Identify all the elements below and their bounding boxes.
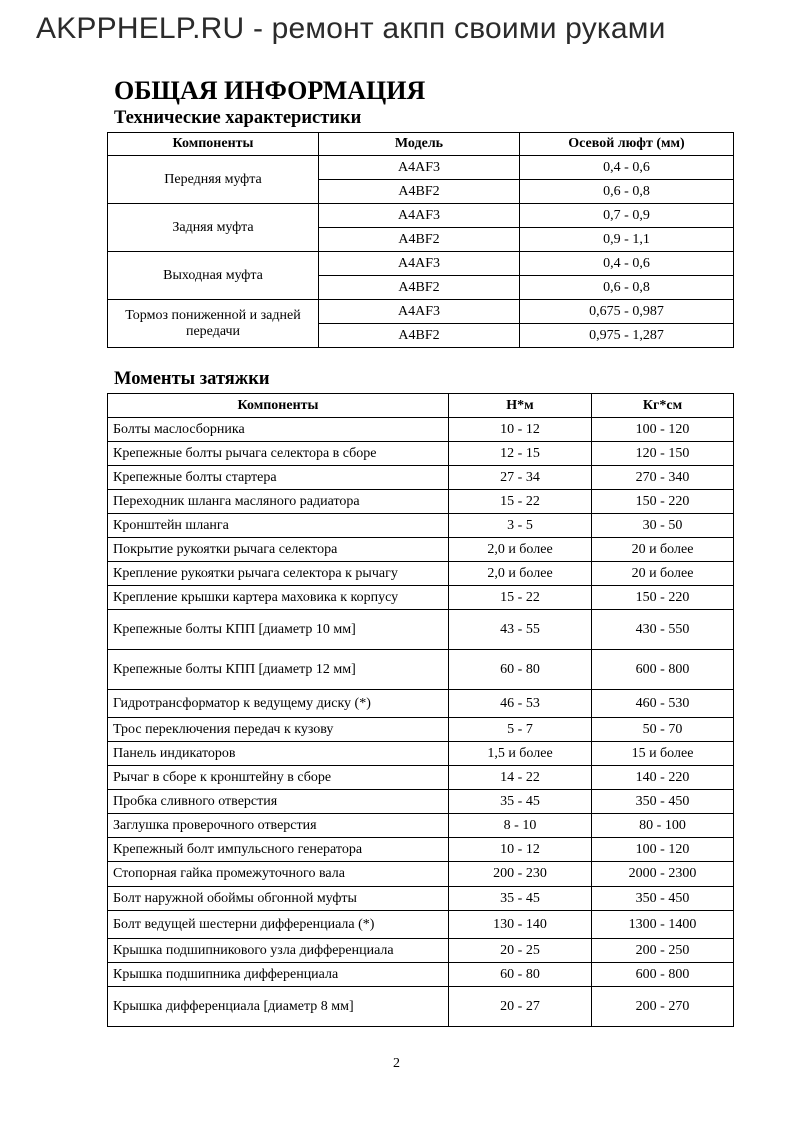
torque-table-row: [108, 538, 734, 562]
torque-table-row: [108, 742, 734, 766]
spec-endplay-cell: 0,7 - 0,9: [520, 204, 734, 228]
torque-nm-cell: 15 - 22: [449, 586, 592, 610]
torque-kgcm-cell: 150 - 220: [592, 490, 734, 514]
spec-model-cell: A4BF2: [319, 180, 520, 204]
torque-component-cell: Крепежные болты стартера: [108, 466, 449, 490]
torque-kgcm-cell: 430 - 550: [592, 610, 734, 650]
spec-table-row: [108, 204, 734, 228]
torque-table-row: [108, 766, 734, 790]
torque-table-row: [108, 987, 734, 1027]
spec-header-model: Модель: [319, 133, 520, 156]
torque-nm-cell: 46 - 53: [449, 690, 592, 718]
torque-nm-cell: 27 - 34: [449, 466, 592, 490]
torque-nm-cell: 35 - 45: [449, 790, 592, 814]
torque-kgcm-cell: 120 - 150: [592, 442, 734, 466]
torque-kgcm-cell: 460 - 530: [592, 690, 734, 718]
spec-table: [107, 132, 734, 348]
torque-component-cell: Панель индикаторов: [108, 742, 449, 766]
spec-model-cell: A4AF3: [319, 204, 520, 228]
page-number: 2: [393, 1056, 400, 1071]
torque-component-cell: Крепежные болты КПП [диаметр 10 мм]: [108, 610, 449, 650]
torque-table-row: [108, 466, 734, 490]
torque-kgcm-cell: 270 - 340: [592, 466, 734, 490]
spec-endplay-cell: 0,4 - 0,6: [520, 156, 734, 180]
spec-section-heading: Технические характеристики: [114, 108, 362, 128]
spec-table-row: [108, 300, 734, 324]
torque-nm-cell: 35 - 45: [449, 887, 592, 911]
torque-component-cell: Кронштейн шланга: [108, 514, 449, 538]
torque-component-cell: Болт ведущей шестерни дифференциала (*): [108, 911, 449, 939]
spec-component-cell: Задняя муфта: [108, 204, 319, 252]
torque-kgcm-cell: 50 - 70: [592, 718, 734, 742]
torque-component-cell: Крепежный болт импульсного генератора: [108, 838, 449, 862]
torque-kgcm-cell: 350 - 450: [592, 790, 734, 814]
torque-component-cell: Крепление рукоятки рычага селектора к рычагу: [108, 562, 449, 586]
torque-kgcm-cell: 100 - 120: [592, 838, 734, 862]
torque-table: [107, 393, 734, 1027]
torque-kgcm-cell: 1300 - 1400: [592, 911, 734, 939]
torque-table-row: [108, 562, 734, 586]
torque-nm-cell: 8 - 10: [449, 814, 592, 838]
torque-table-row: [108, 814, 734, 838]
torque-nm-cell: 10 - 12: [449, 418, 592, 442]
torque-table-row: [108, 490, 734, 514]
torque-component-cell: Болт наружной обоймы обгонной муфты: [108, 887, 449, 911]
torque-component-cell: Гидротрансформатор к ведущему диску (*): [108, 690, 449, 718]
spec-header-component: Компоненты: [108, 133, 319, 156]
torque-nm-cell: 20 - 25: [449, 939, 592, 963]
torque-nm-cell: 10 - 12: [449, 838, 592, 862]
torque-component-cell: Крышка подшипника дифференциала: [108, 963, 449, 987]
torque-table-row: [108, 939, 734, 963]
spec-model-cell: A4AF3: [319, 252, 520, 276]
spec-endplay-cell: 0,9 - 1,1: [520, 228, 734, 252]
torque-component-cell: Переходник шланга масляного радиатора: [108, 490, 449, 514]
torque-section-heading: Моменты затяжки: [114, 369, 270, 389]
torque-kgcm-cell: 150 - 220: [592, 586, 734, 610]
torque-kgcm-cell: 200 - 250: [592, 939, 734, 963]
torque-nm-cell: 60 - 80: [449, 650, 592, 690]
torque-kgcm-cell: 200 - 270: [592, 987, 734, 1027]
torque-kgcm-cell: 100 - 120: [592, 418, 734, 442]
torque-header-component: Компоненты: [108, 394, 449, 418]
torque-component-cell: Рычаг в сборе к кронштейну в сборе: [108, 766, 449, 790]
torque-table-row: [108, 963, 734, 987]
torque-component-cell: Болты маслосборника: [108, 418, 449, 442]
page-title: ОБЩАЯ ИНФОРМАЦИЯ: [114, 76, 426, 105]
spec-table-row: [108, 156, 734, 180]
torque-table-row: [108, 887, 734, 911]
spec-table-row: [108, 252, 734, 276]
spec-model-cell: A4AF3: [319, 300, 520, 324]
torque-component-cell: Стопорная гайка промежуточного вала: [108, 862, 449, 887]
torque-component-cell: Крепление крышки картера маховика к корпусу: [108, 586, 449, 610]
spec-endplay-cell: 0,6 - 0,8: [520, 180, 734, 204]
torque-component-cell: Покрытие рукоятки рычага селектора: [108, 538, 449, 562]
torque-table-row: [108, 718, 734, 742]
spec-component-cell: Тормоз пониженной и задней передачи: [108, 300, 319, 348]
torque-table-row: [108, 586, 734, 610]
torque-table-row: [108, 838, 734, 862]
spec-endplay-cell: 0,675 - 0,987: [520, 300, 734, 324]
torque-table-row: [108, 418, 734, 442]
torque-nm-cell: 5 - 7: [449, 718, 592, 742]
torque-header-nm: Н*м: [449, 394, 592, 418]
torque-table-header-row: [108, 394, 734, 418]
torque-nm-cell: 1,5 и более: [449, 742, 592, 766]
torque-kgcm-cell: 80 - 100: [592, 814, 734, 838]
torque-component-cell: Крепежные болты КПП [диаметр 12 мм]: [108, 650, 449, 690]
torque-component-cell: Крепежные болты рычага селектора в сборе: [108, 442, 449, 466]
torque-component-cell: Крышка дифференциала [диаметр 8 мм]: [108, 987, 449, 1027]
torque-nm-cell: 14 - 22: [449, 766, 592, 790]
spec-table-header-row: [108, 133, 734, 156]
torque-kgcm-cell: 600 - 800: [592, 963, 734, 987]
torque-kgcm-cell: 600 - 800: [592, 650, 734, 690]
torque-table-row: [108, 690, 734, 718]
torque-kgcm-cell: 20 и более: [592, 562, 734, 586]
torque-header-kgcm: Кг*см: [592, 394, 734, 418]
torque-kgcm-cell: 350 - 450: [592, 887, 734, 911]
torque-kgcm-cell: 15 и более: [592, 742, 734, 766]
spec-model-cell: A4BF2: [319, 324, 520, 348]
torque-nm-cell: 15 - 22: [449, 490, 592, 514]
torque-table-row: [108, 610, 734, 650]
torque-nm-cell: 60 - 80: [449, 963, 592, 987]
spec-endplay-cell: 0,975 - 1,287: [520, 324, 734, 348]
torque-table-row: [108, 862, 734, 887]
spec-header-endplay: Осевой люфт (мм): [520, 133, 734, 156]
torque-table-row: [108, 514, 734, 538]
torque-nm-cell: 2,0 и более: [449, 562, 592, 586]
spec-model-cell: A4BF2: [319, 276, 520, 300]
torque-nm-cell: 2,0 и более: [449, 538, 592, 562]
torque-nm-cell: 3 - 5: [449, 514, 592, 538]
torque-nm-cell: 200 - 230: [449, 862, 592, 887]
spec-model-cell: A4BF2: [319, 228, 520, 252]
spec-component-cell: Передняя муфта: [108, 156, 319, 204]
spec-endplay-cell: 0,4 - 0,6: [520, 252, 734, 276]
torque-kgcm-cell: 30 - 50: [592, 514, 734, 538]
torque-nm-cell: 20 - 27: [449, 987, 592, 1027]
torque-table-row: [108, 790, 734, 814]
torque-component-cell: Крышка подшипникового узла дифференциала: [108, 939, 449, 963]
torque-table-row: [108, 911, 734, 939]
torque-nm-cell: 130 - 140: [449, 911, 592, 939]
site-banner: AKPPHELP.RU - ремонт акпп своими руками: [36, 12, 666, 45]
torque-kgcm-cell: 20 и более: [592, 538, 734, 562]
torque-kgcm-cell: 140 - 220: [592, 766, 734, 790]
torque-component-cell: Пробка сливного отверстия: [108, 790, 449, 814]
torque-component-cell: Трос переключения передач к кузову: [108, 718, 449, 742]
torque-table-row: [108, 442, 734, 466]
torque-kgcm-cell: 2000 - 2300: [592, 862, 734, 887]
torque-component-cell: Заглушка проверочного отверстия: [108, 814, 449, 838]
torque-nm-cell: 43 - 55: [449, 610, 592, 650]
spec-model-cell: A4AF3: [319, 156, 520, 180]
spec-component-cell: Выходная муфта: [108, 252, 319, 300]
torque-nm-cell: 12 - 15: [449, 442, 592, 466]
torque-table-row: [108, 650, 734, 690]
spec-endplay-cell: 0,6 - 0,8: [520, 276, 734, 300]
